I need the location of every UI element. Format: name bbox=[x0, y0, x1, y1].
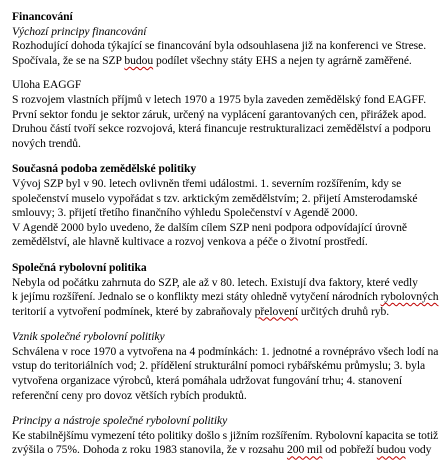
section-subheading: Výchozí principy financování bbox=[12, 24, 147, 38]
text-line: zvýšila o 75%. Dohoda z roku 1983 stanovila, že v rozsahu 200 mil od pobřeží budou vody bbox=[12, 443, 432, 457]
section-heading: Společná rybolovní politika bbox=[12, 260, 147, 274]
text-line: k jejímu rozšíření. Jednalo se o konflikty mezi státy ohledně vytyčení národních rybolovných bbox=[12, 290, 439, 304]
text-line: Druhou částí tvoří sekce rozvojová, která financuje restrukturalizaci zemědělství a podporu bbox=[12, 122, 431, 136]
text-line: První sektor fondu je sektor záruk, určený na vyplácení garantovaných cen, přirážek apod. bbox=[12, 107, 427, 121]
text-line: nových trendů. bbox=[12, 136, 81, 150]
section-uloha-eaggf bbox=[12, 78, 436, 151]
text-line: teritorií a vytvoření podmínek, které by zabraňovaly přelovení určitých druhů ryb. bbox=[12, 304, 390, 318]
section-financovani bbox=[12, 10, 436, 68]
section-vznik-rybolovni-politiky bbox=[12, 330, 439, 403]
section-rybolovni-politika bbox=[12, 260, 439, 319]
text-line: Rozhodující dohoda týkající se financování byla odsouhlasena již na konferenci ve Strese. bbox=[12, 39, 427, 53]
text-line: Nebyla od počátku zahrnuta do SZP, ale až v 80. letech. Existují dva faktory, které vedly bbox=[12, 275, 418, 289]
text-line: vytvořena organizace výrobců, která pomáhala udržovat fungování trhu; 4. stanovení bbox=[12, 374, 403, 388]
text-line: smlouvy; 3. přijetí třetího finančního výhledu Společenství v Agendě 2000. bbox=[12, 206, 358, 220]
text-line: S rozvojem vlastních příjmů v letech 1970 a 1975 byla zaveden zemědělský fond EAGFF. bbox=[12, 92, 427, 106]
section-subheading: Principy a nástroje společné rybolovní politiky bbox=[12, 414, 228, 428]
text-line: vstup do teritoriálních vod; 2. přídělení strukturální pomoci rybářskému průmyslu; 3. byla bbox=[12, 359, 426, 373]
text-line: Vývoj SZP byl v 90. letech ovlivněn třemi událostmi. 1. severním rozšířením, kdy se bbox=[12, 176, 402, 190]
text-line: Ke stabilnějšímu vymezení této politiky došlo s jižním rozšířením. Rybolovní kapacita se totiž bbox=[12, 428, 439, 442]
section-soucasna-podoba bbox=[12, 162, 436, 250]
text-line: V Agendě 2000 bylo uvedeno, že dalším cílem SZP neni podpora odpovídající úrovně bbox=[12, 220, 407, 234]
text-line: společenství muselo vypořádat s tzv. arktickým zemědělstvím; 2. přijetí Amsterodamské bbox=[12, 191, 418, 205]
text-line: referenční ceny pro dovoz větších rybích produktů. bbox=[12, 388, 247, 402]
section-heading: Uloha EAGGF bbox=[12, 78, 82, 92]
section-heading: Současná podoba zemědělské politiky bbox=[12, 162, 197, 176]
text-line: zemědělství, ale hlavně kultivace a rozvoj venkova a péče o životní prostředí. bbox=[12, 235, 368, 249]
section-subheading: Vznik společné rybolovní politiky bbox=[12, 330, 165, 344]
section-principy-a-nastroje bbox=[12, 414, 439, 458]
text-line: Schválena v roce 1970 a vytvořena na 4 podmínkách: 1. jednotné a rovnéprávo všech lodí na bbox=[12, 344, 439, 358]
section-heading: Financování bbox=[12, 10, 73, 23]
text-line: Spočívala, že se na SZP budou podílet všechny státy EHS a nejen ty agrárně zaměřené. bbox=[12, 53, 412, 67]
